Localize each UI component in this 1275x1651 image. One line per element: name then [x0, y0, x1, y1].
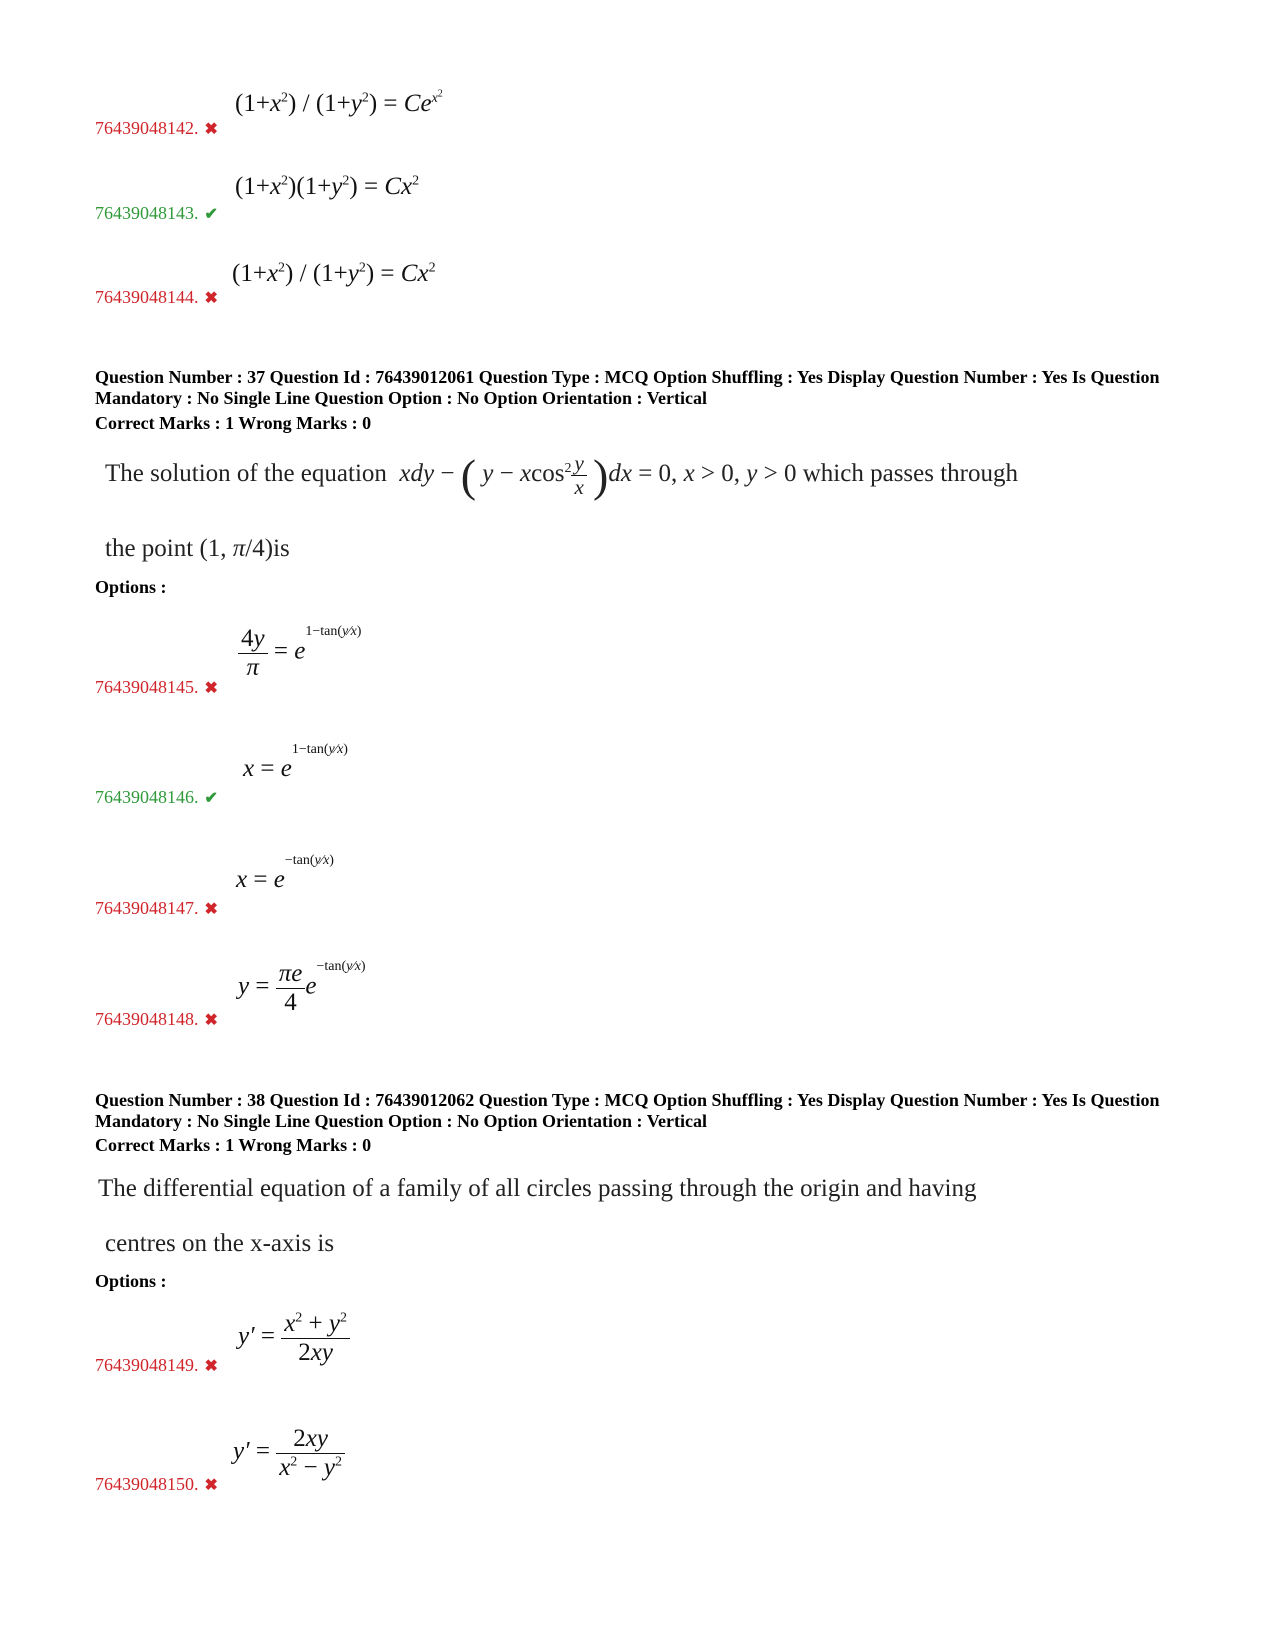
option-id: 76439048145. ✖ [95, 677, 218, 697]
cross-mark-icon: ✖ [204, 680, 218, 697]
option-id: 76439048146. ✔ [95, 787, 218, 807]
question-stem-line2: the point (1, π/4)is [105, 535, 290, 562]
option-formula: $\frac{4y}{\pi}$ = e1−tan(y⁄x) [238, 625, 361, 681]
cross-mark-icon: ✖ [204, 1477, 218, 1494]
option-formula: y′ = $\frac{2xy}{x^2 - y^2}$ [233, 1425, 345, 1481]
option-formula: $(1+x^2) / (1+y^2) = Cx^2$ [232, 260, 436, 287]
question-marks: Correct Marks : 1 Wrong Marks : 0 [95, 1135, 372, 1155]
question-stem: The solution of the equation xdy − ( y − xcos$^2$ $\frac{y}{x}$ )dx = 0, x > 0, y > 0 which passes through [105, 450, 1018, 501]
option-formula: y = $\frac{\pi e}{4}$ e−tan(y⁄x) [238, 959, 366, 1016]
option-id: 76439048144. ✖ [95, 287, 218, 307]
cross-mark-icon: ✖ [204, 290, 218, 307]
cross-mark-icon: ✖ [204, 121, 218, 138]
check-mark-icon: ✔ [204, 206, 218, 223]
option-id: 76439048142. ✖ [95, 118, 218, 138]
question-stem: The differential equation of a family of all circles passing through the origin and having [98, 1175, 977, 1202]
option-id: 76439048148. ✖ [95, 1009, 218, 1029]
option-id: 76439048150. ✖ [95, 1474, 218, 1494]
option-formula: x = e1−tan(y⁄x) [243, 741, 348, 782]
option-id: 76439048143. ✔ [95, 203, 218, 223]
option-formula: x = e−tan(y⁄x) [236, 852, 334, 893]
option-formula: $(1+x^2)(1+y^2) = Cx^2$ [235, 173, 420, 200]
question-marks: Correct Marks : 1 Wrong Marks : 0 [95, 413, 372, 433]
option-formula: $(1+x^2) / (1+y^2) = Ce^{x^2}$ [235, 88, 443, 117]
options-label: Options : [95, 1271, 167, 1291]
cross-mark-icon: ✖ [204, 1012, 218, 1029]
question-meta: Question Number : 37 Question Id : 76439012061 Question Type : MCQ Option Shuffling : Yes Display Question Number : Yes Is Question Mandatory : No Single Line Question Option : No Option Orientation : Vertical [95, 367, 1160, 408]
options-label: Options : [95, 577, 167, 597]
check-mark-icon: ✔ [204, 790, 218, 807]
question-stem-line2: centres on the x-axis is [105, 1230, 335, 1257]
cross-mark-icon: ✖ [204, 901, 218, 918]
cross-mark-icon: ✖ [204, 1358, 218, 1375]
option-formula: y′ = $\frac{x^2 + y^2}{2xy}$ [238, 1310, 350, 1366]
question-meta: Question Number : 38 Question Id : 76439012062 Question Type : MCQ Option Shuffling : Yes Display Question Number : Yes Is Question Mandatory : No Single Line Question Option : No Option Orientation : Vertical [95, 1090, 1160, 1131]
option-id: 76439048147. ✖ [95, 898, 218, 918]
option-id: 76439048149. ✖ [95, 1355, 218, 1375]
